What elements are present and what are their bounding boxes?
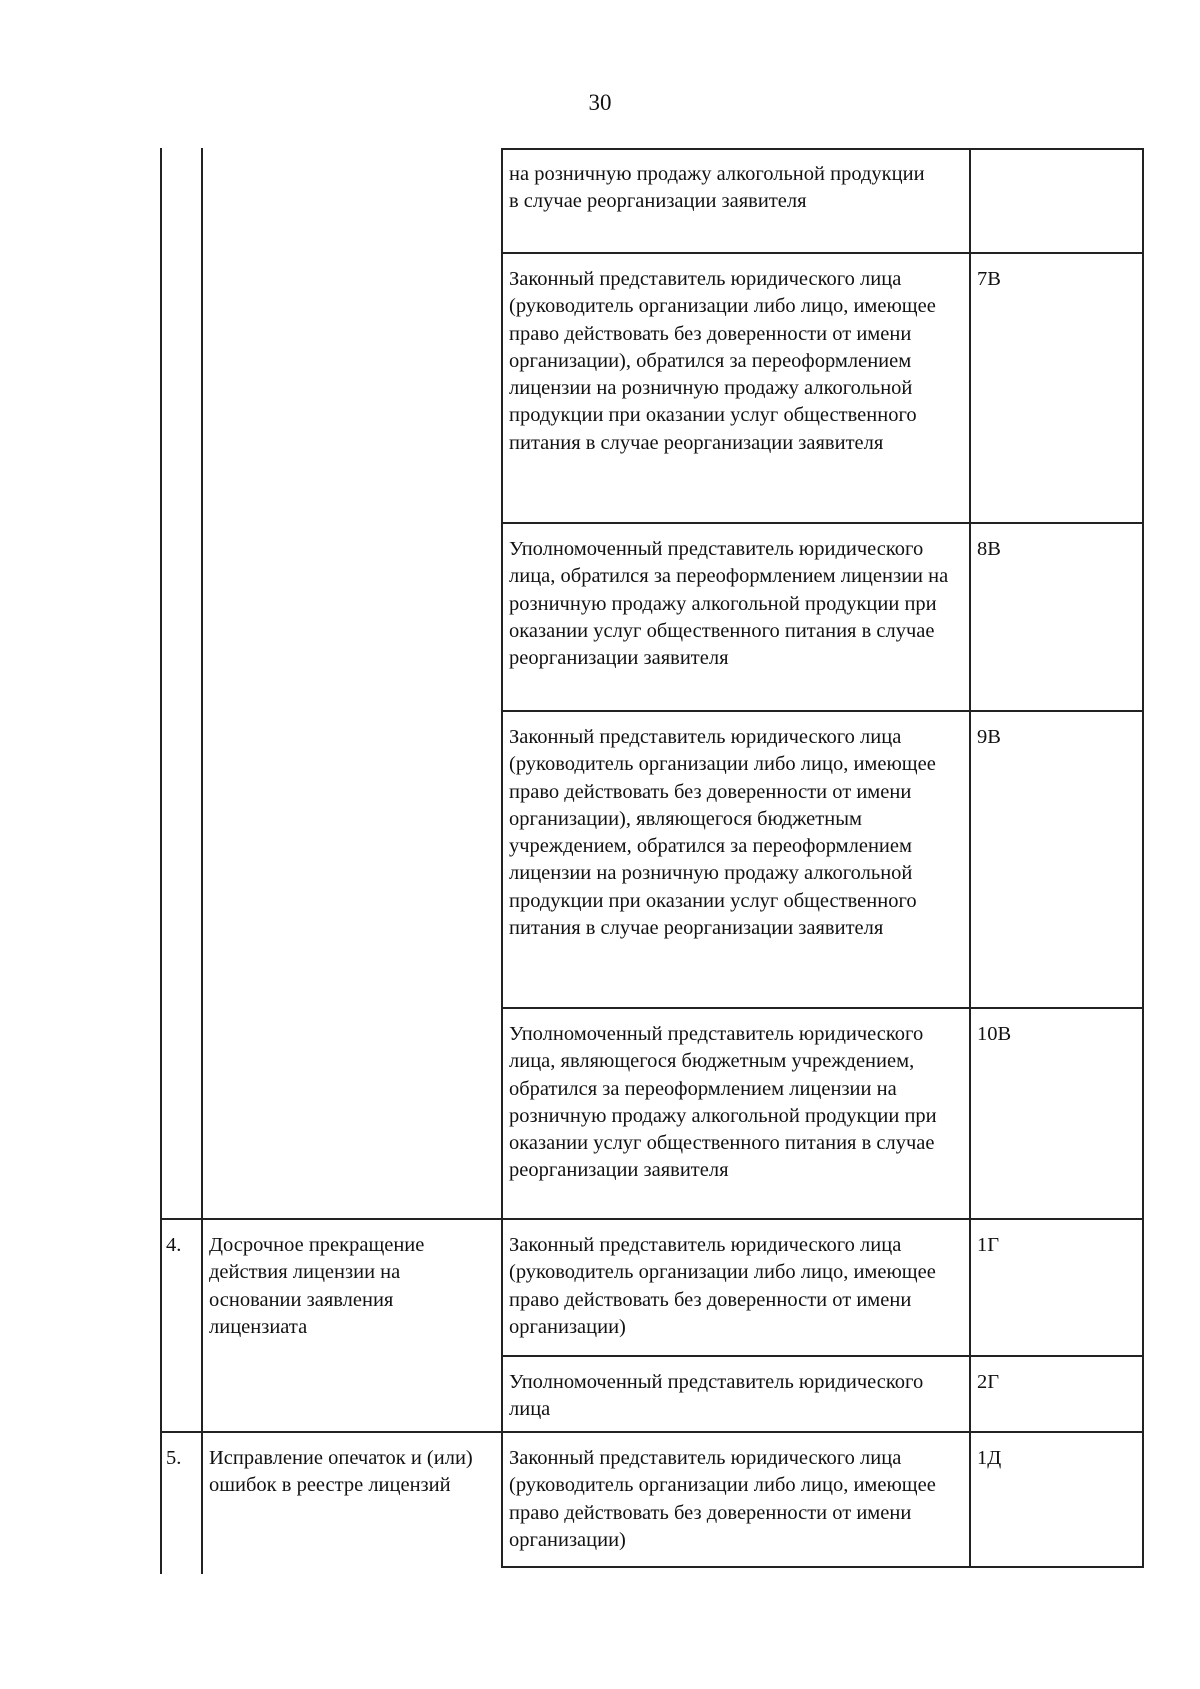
- row-code: 1Д: [977, 1447, 1002, 1469]
- row-description: Законный представитель юридического лица (руководитель организации либо лицо, имеющее право действовать без доверенности от имени организации), обратился за переоформлением лицензии на розничную продажу алкогольной продукции при оказании услуг общественного питания в случае реорганизации заявителя: [509, 268, 936, 454]
- row-description: Уполномоченный представитель юридического лица, обратился за переоформлением лицензии на розничную продажу алкогольной продукции при оказании услуг общественного питания в случае реорганизации заявителя: [509, 538, 949, 670]
- row-code: 9В: [977, 726, 1001, 748]
- row-description: Уполномоченный представитель юридического лица, являющегося бюджетным учреждением, обратился за переоформлением лицензии на розничную продажу алкогольной продукции при оказании услуг общественного питания в случае реорганизации заявителя: [509, 1023, 937, 1182]
- section-number: 5.: [166, 1447, 182, 1469]
- row-code: 2Г: [977, 1371, 1000, 1393]
- page-number: 30: [588, 90, 612, 115]
- section-title: Исправление опечаток и (или) ошибок в реестре лицензий: [209, 1447, 473, 1497]
- section-number: 4.: [166, 1234, 182, 1256]
- row-code: 1Г: [977, 1234, 1000, 1256]
- row-code: 7В: [977, 268, 1001, 290]
- row-description: Законный представитель юридического лица (руководитель организации либо лицо, имеющее право действовать без доверенности от имени организации): [509, 1234, 936, 1338]
- section-title: Досрочное прекращение действия лицензии на основании заявления лицензиата: [209, 1234, 425, 1338]
- row-description: Уполномоченный представитель юридического лица: [509, 1371, 924, 1421]
- row-description: Законный представитель юридического лица (руководитель организации либо лицо, имеющее право действовать без доверенности от имени организации), являющегося бюджетным учреждением, обратился за переоформлением лицензии на розничную продажу алкогольной продукции при оказании услуг общественного питания в случае реорганизации заявителя: [509, 726, 936, 940]
- row-description: Законный представитель юридического лица (руководитель организации либо лицо, имеющее право действовать без доверенности от имени организации): [509, 1447, 936, 1551]
- row-code: 8В: [977, 538, 1001, 560]
- row-code: [970, 157, 1140, 161]
- row-code: 10В: [977, 1023, 1012, 1045]
- row-description: на розничную продажу алкогольной продукции в случае реорганизации заявителя: [509, 163, 925, 213]
